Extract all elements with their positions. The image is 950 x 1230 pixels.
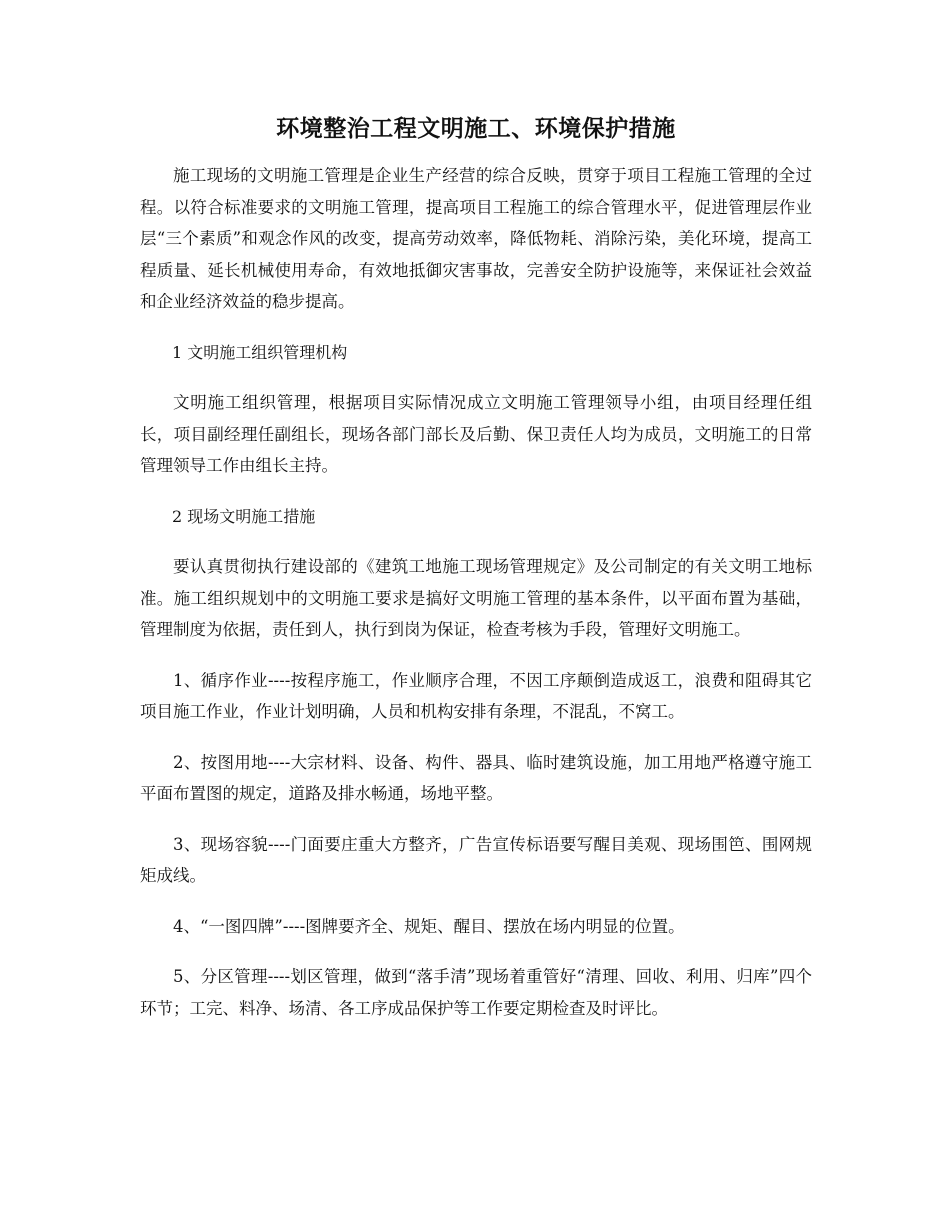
section-2-paragraph: 要认真贯彻执行建设部的《建筑工地施工现场管理规定》及公司制定的有关文明工地标准。施工组织规划中的文明施工要求是搞好文明施工管理的基本条件，以平面布置为基础，管理制度为依据，责任到人，执行到岗为保证，检查考核为手段，管理好文明施工。 [140, 557, 812, 639]
section-1-paragraph: 文明施工组织管理，根据项目实际情况成立文明施工管理领导小组，由项目经理任组长，项目副经理任副组长，现场各部门部长及后勤、保卫责任人均为成员，文明施工的日常管理领导工作由组长主持。 [140, 393, 812, 475]
section-1-heading: 1 文明施工组织管理机构 [172, 342, 348, 362]
measure-item-4: 4、“一图四牌”----图牌要齐全、规矩、醒目、摆放在场内明显的位置。 [173, 916, 685, 936]
measure-item-3: 3、现场容貌----门面要庄重大方整齐，广告宣传标语要写醒目美观、现场围笆、围网规矩成线。 [140, 834, 812, 885]
measure-item-1: 1、循序作业----按程序施工，作业顺序合理，不因工序颠倒造成返工，浪费和阻碍其它项目施工作业，作业计划明确，人员和机构安排有条理，不混乱，不窝工。 [140, 670, 812, 721]
measure-item-5: 5、分区管理----划区管理，做到“落手清”现场着重管好“清理、回收、利用、归库”四个环节；工完、料净、场清、各工序成品保护等工作要定期检查及时评比。 [140, 967, 812, 1018]
measure-item-2: 2、按图用地----大宗材料、设备、构件、器具、临时建筑设施，加工用地严格遵守施工平面布置图的规定，道路及排水畅通，场地平整。 [140, 752, 812, 803]
section-2-heading: 2 现场文明施工措施 [172, 506, 316, 526]
intro-paragraph: 施工现场的文明施工管理是企业生产经营的综合反映，贯穿于项目工程施工管理的全过程。以符合标准要求的文明施工管理，提高项目工程施工的综合管理水平，促进管理层作业层“三个素质”和观念作风的改变，提高劳动效率，降低物耗、消除污染，美化环境，提高工程质量、延长机械使用寿命，有效地抵御灾害事故，完善安全防护设施等，来保证社会效益和企业经济效益的稳步提高。 [140, 166, 812, 311]
document-title: 环境整治工程文明施工、环境保护措施 [276, 115, 676, 142]
